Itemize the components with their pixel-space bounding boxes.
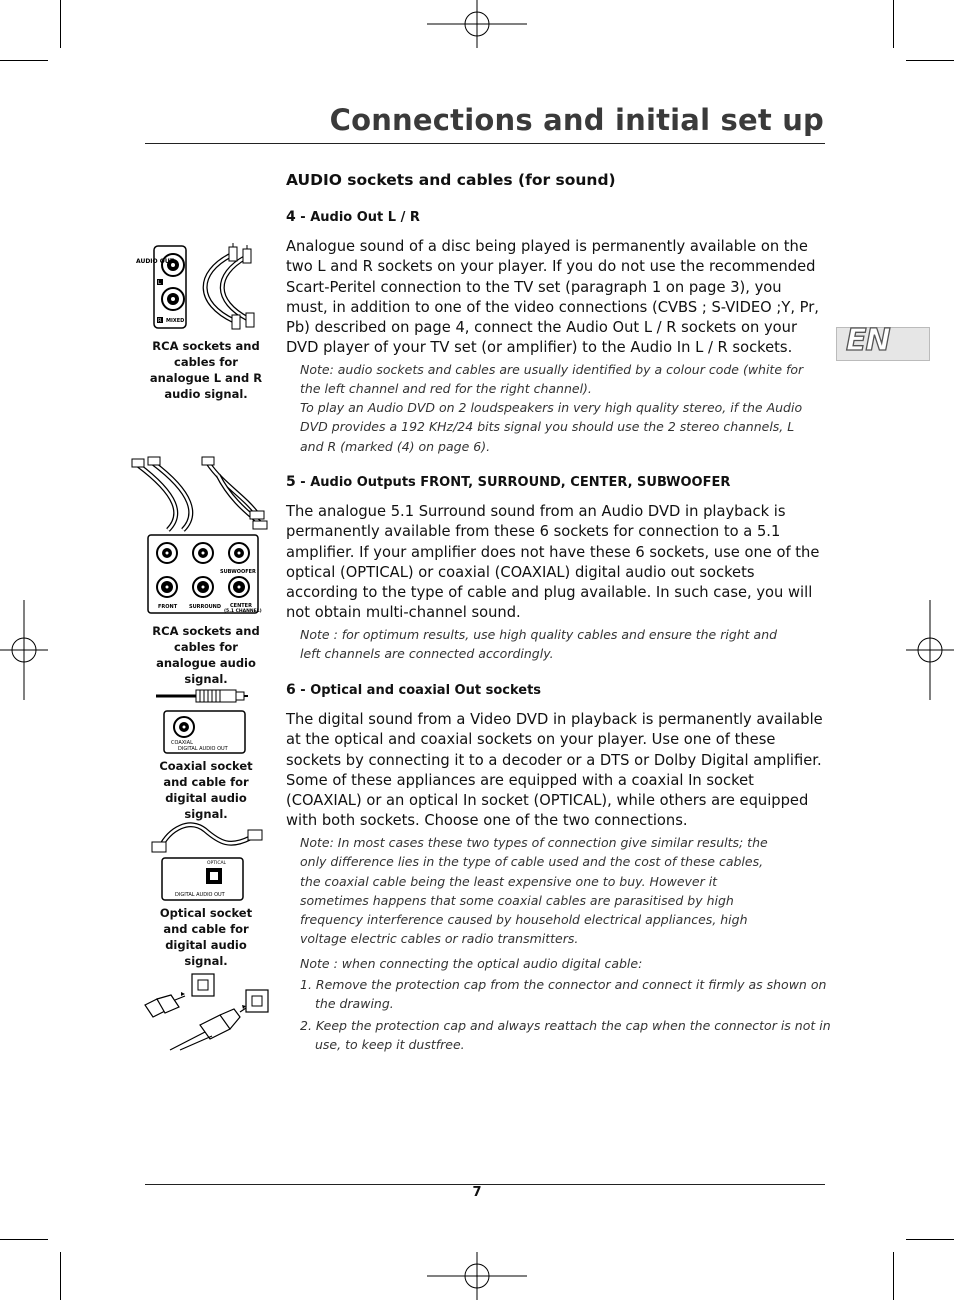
- note-text: To play an Audio DVD on 2 loudspeakers in very high quality stereo, if the Audio DVD provides a 192 KHz/24 bits signal you should use the 2 stereo channels, L and R (marked (4) on page 6).: [300, 400, 803, 454]
- crop-mark: [906, 1239, 954, 1240]
- socket-label: DIGITAL AUDIO OUT: [175, 892, 225, 898]
- header-rule: [145, 143, 825, 144]
- registration-mark-top: [427, 0, 527, 60]
- socket-label: L: [158, 280, 161, 286]
- note-text: Note : for optimum results, use high quality cables and ensure the right and left channels are connected accordingly.: [300, 627, 778, 662]
- socket-label: R: [158, 318, 162, 324]
- subsection-heading-6: [286, 682, 541, 698]
- note-text: Note: audio sockets and cables are usually identified by a colour code (white for the left channel and red for the right channel).: [300, 362, 804, 397]
- socket-label: FRONT: [158, 604, 178, 610]
- page-title: Connections and initial set up: [329, 103, 824, 137]
- page-number: 7: [472, 1185, 482, 1200]
- socket-label: SURROUND: [189, 604, 222, 610]
- socket-label: COAXIAL: [171, 740, 193, 746]
- subsection-number: 5: [286, 474, 296, 490]
- socket-label: AUDIO OUT: [136, 258, 174, 265]
- subsection-label: - Optical and coaxial Out sockets: [295, 683, 542, 698]
- audio-51-figure: [128, 455, 268, 615]
- language-label: EN: [846, 323, 890, 358]
- subsection-number: 4: [286, 209, 296, 225]
- registration-mark-right: [904, 600, 954, 700]
- audio-out-lr-figure: [136, 243, 266, 333]
- figure-caption: RCA sockets and cables for analogue audio signal.: [152, 624, 260, 686]
- socket-label: MIXED: [166, 318, 185, 324]
- subsection-heading-5: [286, 474, 730, 490]
- registration-mark-left: [0, 600, 50, 700]
- figure-caption: Coaxial socket and cable for digital audio signal.: [159, 759, 253, 821]
- protection-cap-figure: [140, 970, 270, 1050]
- crop-mark: [60, 0, 61, 48]
- crop-mark: [60, 1252, 61, 1300]
- socket-label: (5.1 CHANNEL): [224, 609, 262, 614]
- note-text: Note : when connecting the optical audio digital cable:: [300, 956, 643, 971]
- socket-label: DIGITAL AUDIO OUT: [178, 746, 228, 752]
- subsection-heading-4: [286, 209, 420, 225]
- body-text: Analogue sound of a disc being played is permanently available on the two L and R sockets on your player. If you do not use the recommended Scart-Peritel connection to the TV set (paragraph 1 on page 3), you must, in addition to one of the video connections (CVBS ; S-VIDEO ;Y, Pr, Pb) described on page 4, connect the Audio Out L / R sockets on your DVD player of your TV set (or amplifier) to the Audio In L / R sockets.: [286, 238, 819, 357]
- subsection-label: - Audio Out L / R: [295, 210, 420, 225]
- body-text: The analogue 5.1 Surround sound from an Audio DVD in playback is permanently available from these 6 sockets for connection to a 5.1 amplifier. If your amplifier does not have these 6 sockets, use one of the optical (OPTICAL) or coaxial (COAXIAL) digital audio out sockets according to the type of cable and plug available. In such case, you will not obtain multi-channel sound.: [286, 503, 820, 622]
- crop-mark: [893, 1252, 894, 1300]
- figure-caption: RCA sockets and cables for analogue L and R audio signal.: [149, 339, 263, 401]
- list-item: 1. Remove the protection cap from the connector and connect it firmly as shown on the drawing.: [300, 977, 827, 1012]
- optical-figure: [150, 818, 270, 903]
- crop-mark: [906, 60, 954, 61]
- note-text: Note: In most cases these two types of connection give similar results; the only difference lies in the type of cable used and the cost of these cables, the coaxial cable being the least expensive one to buy. However it sometimes happens that some coaxial cables are parasitised by high frequency interference caused by household electrical appliances, high voltage electric cables or radio transmitters.: [300, 835, 768, 947]
- socket-label: OPTICAL: [207, 861, 227, 866]
- body-text: The digital sound from a Video DVD in playback is permanently available at the optical and coaxial sockets on your player. Use one of these sockets by connecting it to a decoder or a DTS or Dolby Digital amplifier. Some of these appliances are equipped with a coaxial In socket (COAXIAL) or an optical In socket (OPTICAL), while others are equipped with both sockets. Choose one of the two connections.: [286, 711, 823, 830]
- section-title: AUDIO sockets and cables (for sound): [286, 171, 616, 189]
- crop-mark: [893, 0, 894, 48]
- socket-label: SUBWOOFER: [220, 569, 256, 575]
- subsection-label: - Audio Outputs FRONT, SURROUND, CENTER, SUBWOOFER: [295, 475, 731, 490]
- socket-label: CENTER: [230, 603, 252, 609]
- crop-mark: [0, 60, 48, 61]
- coaxial-figure: [152, 686, 262, 756]
- list-item: 2. Keep the protection cap and always reattach the cap when the connector is not in use, to keep it dustfree.: [300, 1018, 831, 1053]
- figure-caption: Optical socket and cable for digital audio signal.: [159, 906, 253, 968]
- subsection-number: 6: [286, 682, 296, 698]
- registration-mark-bottom: [427, 1252, 527, 1312]
- crop-mark: [0, 1239, 48, 1240]
